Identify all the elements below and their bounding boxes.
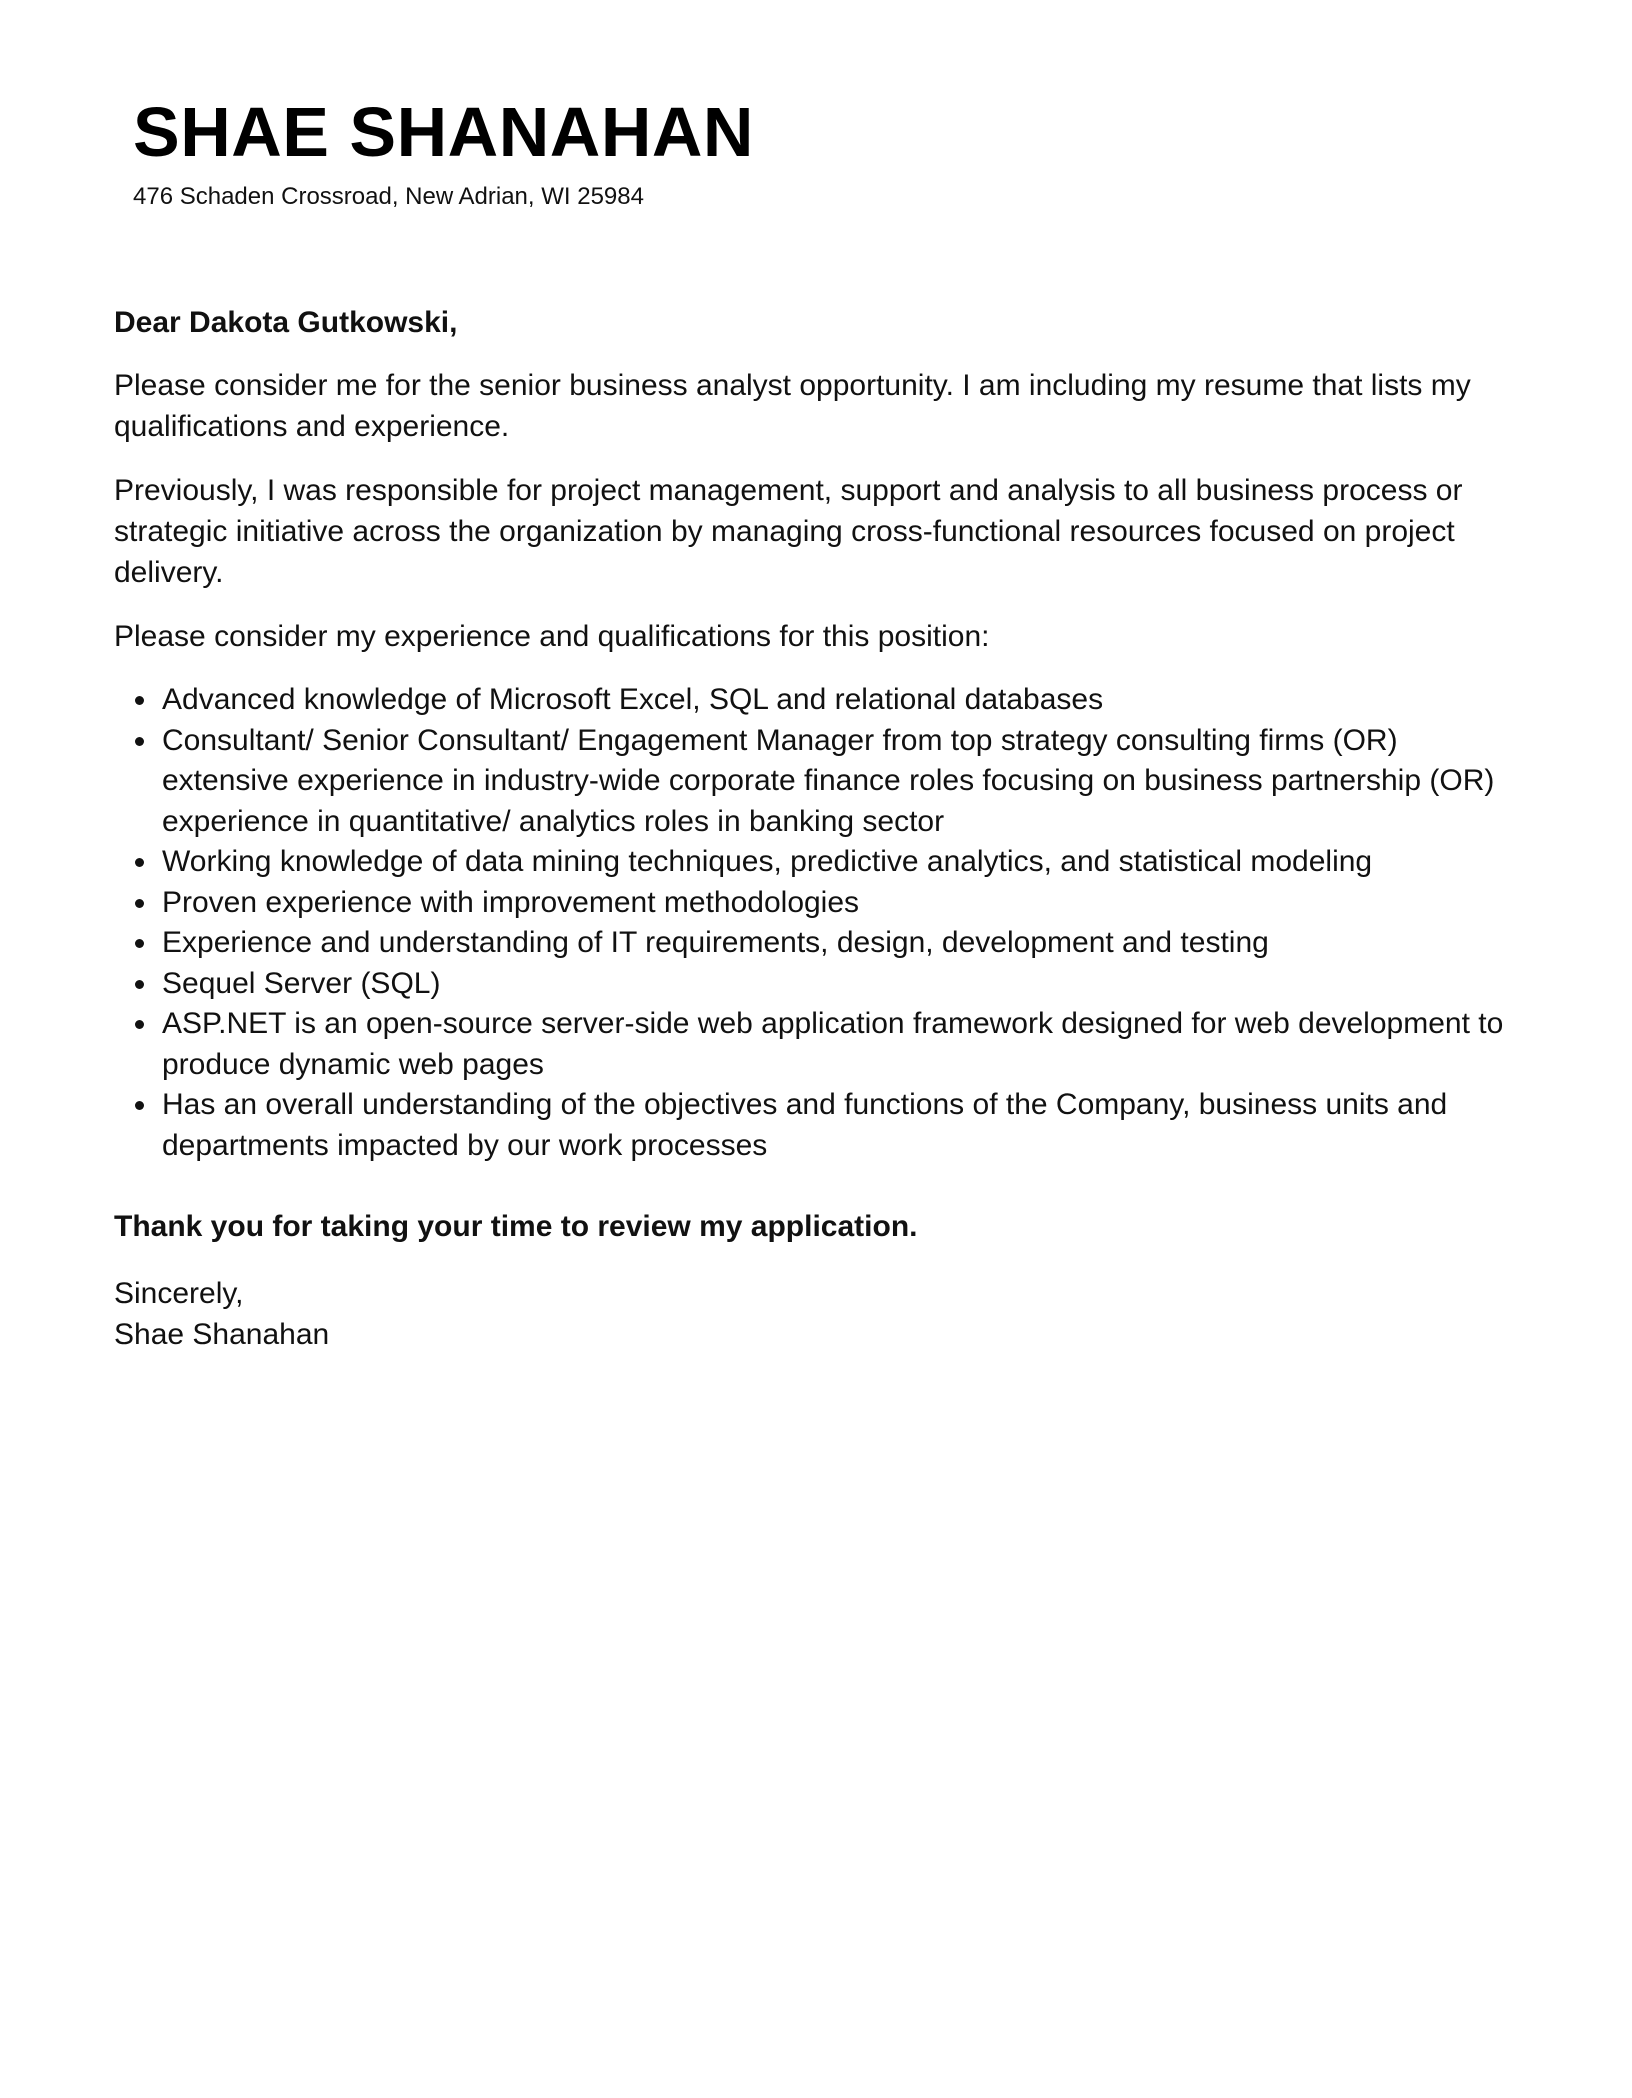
list-item-text: Proven experience with improvement methodologies — [162, 885, 860, 919]
salutation: Dear Dakota Gutkowski, — [114, 306, 458, 339]
list-item — [162, 923, 1514, 964]
thank-you-line: Thank you for taking your time to review my application. — [114, 1210, 918, 1243]
letter-header — [133, 92, 1493, 212]
applicant-name: SHAE SHANAHAN — [133, 93, 754, 171]
qualifications-intro: Please consider my experience and qualifications for this position: — [114, 620, 990, 653]
list-item-text: Sequel Server (SQL) — [162, 966, 441, 1000]
list-item-text: Working knowledge of data mining techniques, predictive analytics, and statistical modeling — [162, 845, 1373, 878]
bullet-icon — [135, 737, 144, 746]
experience-paragraph: Previously, I was responsible for project management, support and analysis to all business process or strategic initiative across the organization by managing cross-functional resources focused on project delivery. — [114, 474, 1463, 589]
list-item-text: Experience and understanding of IT requirements, design, development and testing — [162, 926, 1269, 959]
closing: Sincerely, — [114, 1277, 244, 1310]
list-item-text: Has an overall understanding of the objectives and functions of the Company, business units and departments impacted by our work processes — [162, 1088, 1448, 1162]
list-item — [162, 680, 1514, 721]
bullet-icon — [135, 980, 144, 989]
list-item — [162, 1085, 1514, 1166]
list-item — [162, 883, 1514, 924]
bullet-icon — [135, 899, 144, 908]
bullet-icon — [135, 939, 144, 948]
applicant-address: 476 Schaden Crossroad, New Adrian, WI 25984 — [133, 183, 644, 210]
list-item-text: Consultant/ Senior Consultant/ Engagement Manager from top strategy consulting firms (OR) extensive experience in industry-wide corporate finance roles focusing on business partnership (OR) experience in quantitative/ analytics roles in banking sector — [162, 723, 1495, 838]
list-item — [162, 964, 1514, 1005]
signature-name: Shae Shanahan — [114, 1318, 330, 1351]
bullet-icon — [135, 858, 144, 867]
letter-body — [114, 302, 1514, 1355]
bullet-icon — [135, 696, 144, 705]
list-item — [162, 1004, 1514, 1085]
intro-paragraph: Please consider me for the senior business analyst opportunity. I am including my resume that lists my qualifications and experience. — [114, 369, 1471, 443]
bullet-icon — [135, 1101, 144, 1110]
list-item-text: Advanced knowledge of Microsoft Excel, SQL and relational databases — [162, 683, 1104, 716]
bullet-icon — [135, 1020, 144, 1029]
list-item — [162, 842, 1514, 883]
list-item-text: ASP.NET is an open-source server-side web application framework designed for web development to produce dynamic web pages — [162, 1007, 1504, 1081]
list-item — [162, 721, 1514, 843]
qualifications-list — [114, 680, 1514, 1166]
